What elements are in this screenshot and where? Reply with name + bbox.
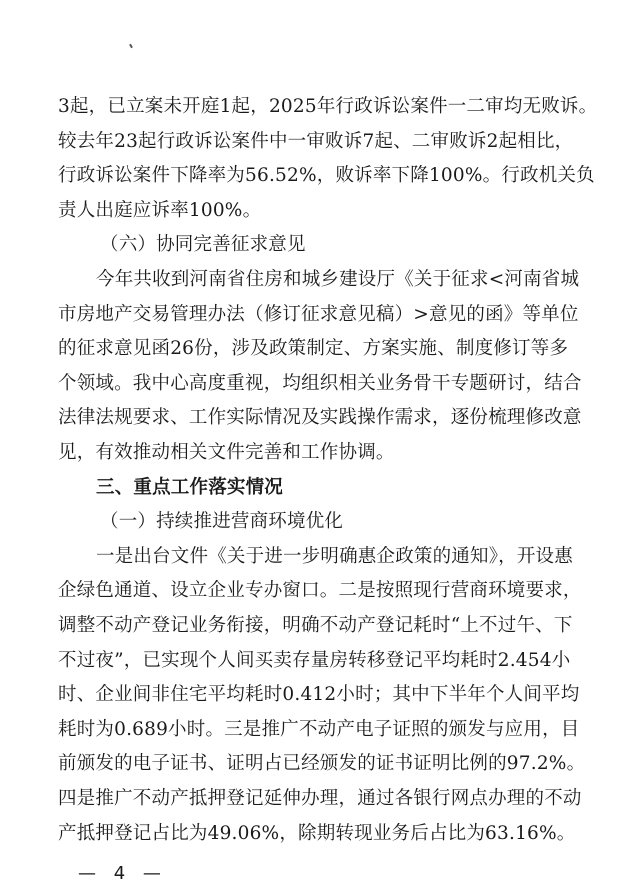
paragraph-line: 一是出台文件《关于进一步明确惠企政策的通知》，开设惠 [96,545,573,567]
paragraph-line: 个领域。我中心高度重视，均组织相关业务骨干专题研讨，结合 [58,372,582,394]
paragraph-line: 见，有效推动相关文件完善和工作协调。 [58,442,395,463]
paragraph-line: 的征求意见函26份，涉及政策制定、方案实施、制度修订等多 [58,338,569,360]
paragraph-line: 耗时为0.689小时。三是推广不动产电子证照的颁发与应用，目 [58,718,580,740]
section-subheading: （一）持续推进营商环境优化 [100,511,344,533]
paragraph-line: 市房地产交易管理办法（修订征求意见稿）>意见的函》等单位 [58,303,579,325]
paragraph-line: 产抵押登记占比为49.06%，除期转现业务后占比为63.16%。 [58,822,576,844]
paragraph-line: 3起，已立案未开庭1起，2025年行政诉讼案件一二审均无败诉。 [58,96,598,117]
paragraph-line: 责人出庭应诉率100%。 [58,199,262,221]
section-subheading: （六）协同完善征求意见 [100,234,306,256]
paragraph-line: 企绿色通道、设立企业专办窗口。二是按照现行营商环境要求， [58,580,582,602]
paragraph-line: 今年共收到河南省住房和城乡建设厅《关于征求<河南省城 [96,269,580,290]
paragraph-line: 法律法规要求、工作实际情况及实践操作需求，逐份梳理修改意 [58,407,582,429]
section-heading: 三、重点工作落实情况 [96,476,284,498]
paragraph-line: 前颁发的电子证书、证明占已经颁发的证书证明比例的97.2%。 [58,753,586,775]
paragraph-line: 较去年23起行政诉讼案件中一审败诉7起、二审败诉2起相比， [58,130,574,152]
paragraph-line: 行政诉讼案件下降率为56.52%，败诉率下降100%。行政机关负 [58,165,595,187]
page-number: — 4 — [78,862,167,884]
paragraph-line: 不过夜”，已实现个人间买卖存量房转移登记平均耗时2.454小 [58,649,571,671]
scan-speck [129,44,133,48]
paragraph-line: 调整不动产登记业务衔接，明确不动产登记耗时“上不过午、下 [58,615,573,636]
paragraph-line: 四是推广不动产抵押登记延伸办理，通过各银行网点办理的不动 [58,788,582,809]
paragraph-line: 时、企业间非住宅平均耗时0.412小时；其中下半年个人间平均 [58,684,580,706]
